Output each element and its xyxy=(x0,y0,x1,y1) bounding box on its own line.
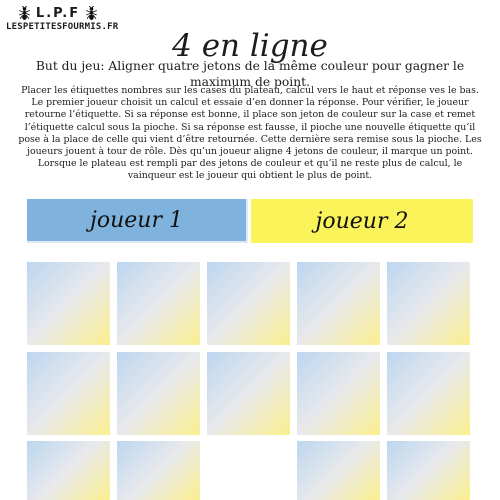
player-1-label: joueur 1 xyxy=(90,207,183,233)
logo-title: L.P.F xyxy=(35,5,81,21)
board-cell xyxy=(387,441,470,500)
logo-row xyxy=(6,6,110,21)
board-cell xyxy=(117,352,200,435)
board-cell xyxy=(297,352,380,435)
board-cell xyxy=(27,352,110,435)
logo-url: LESPETITESFOURMIS.FR xyxy=(6,22,119,32)
board-cell xyxy=(27,262,110,345)
player-1-banner xyxy=(27,199,248,243)
board-cell xyxy=(117,441,200,500)
board-cell xyxy=(387,262,470,345)
ant-icon xyxy=(17,6,32,21)
board-cell xyxy=(117,262,200,345)
board-cell xyxy=(387,352,470,435)
board-cell xyxy=(297,262,380,345)
board-cell xyxy=(207,352,290,435)
game-rules: Placer les étiquettes nombres sur les cases du plateau, calcul vers le haut et réponse ves le bas. Le premier joueur choisit un calcul et essaie d’en donner la réponse. Pour vérifier, le joueur retourne l’étiquette. Si sa réponse est bonne, il place son jeton de couleur sur la case et remet l’étiquette calcul sous la pioche. Si sa réponse est fausse, il pioche une nouvelle étiquette qu’il pose à la place de celle qui vient d’être retournée. Cette dernière sera remise sous la pioche. Les joueurs jouent à tour de rôle. Dès qu’un joueur aligne 4 jetons de couleur, il marque un point. Lorsque le plateau est rempli par des jetons de couleur et qu’il ne reste plus de calcul, le vainqueur est le joueur qui obtient le plus de point. xyxy=(18,85,482,182)
page-title: 4 en ligne xyxy=(172,27,328,64)
game-goal: But du jeu: Aligner quatre jetons de la même couleur pour gagner le maximum de point. xyxy=(35,59,465,89)
ant-icon xyxy=(84,6,99,21)
player-2-label: joueur 2 xyxy=(315,208,409,234)
player-2-banner xyxy=(251,199,473,243)
board-cell xyxy=(207,262,290,345)
board-cell xyxy=(297,441,380,500)
game-board xyxy=(27,262,473,500)
board-cell xyxy=(27,441,110,500)
